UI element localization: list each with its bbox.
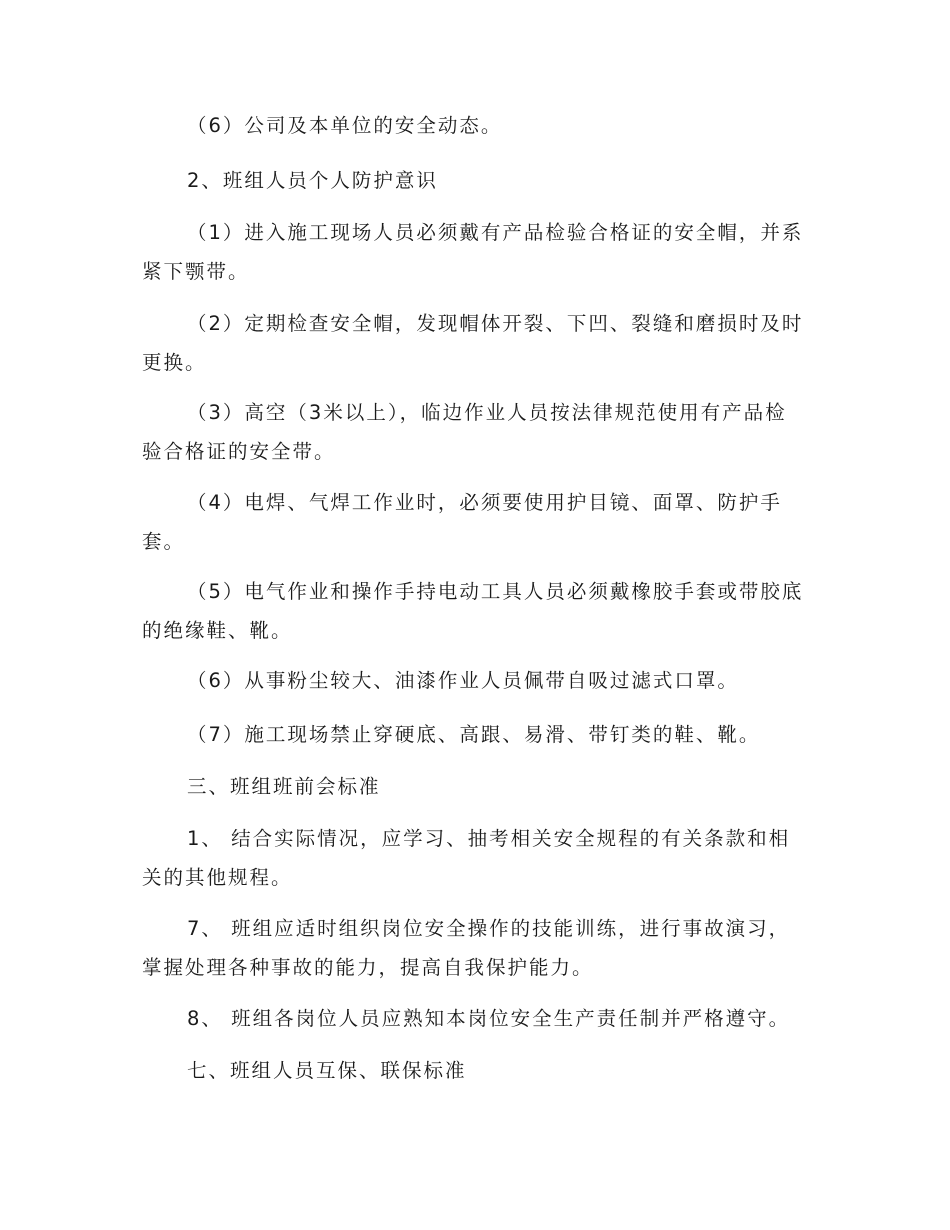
section-heading [142,1051,814,1090]
text-line: （7）施工现场禁止穿硬底、高跟、易滑、带钉类的鞋、靴。 [187,723,761,746]
paragraph [142,819,814,897]
paragraph [142,572,814,650]
paragraph [142,661,814,700]
paragraph [142,483,814,561]
paragraph [142,999,814,1038]
text-line: 掌握处理各种事故的能力，提高自我保护能力。 [142,956,594,979]
text-line: 七、班组人员互保、联保标准 [187,1059,467,1082]
text-line: 三、班组班前会标准 [187,775,381,798]
paragraph [142,161,814,200]
text-line: （3）高空（3米以上），临边作业人员按法律规范使用有产品检 [187,401,787,424]
text-line: （4）电焊、气焊工作业时，必须要使用护目镜、面罩、防护手 [187,491,782,514]
text-line: 紧下颚带。 [142,260,250,283]
text-line: （6）公司及本单位的安全动态。 [187,114,503,137]
paragraph [142,715,814,754]
text-line: （6）从事粉尘较大、油漆作业人员佩带自吸过滤式口罩。 [187,669,739,692]
paragraph [142,106,814,145]
text-line: （2）定期检查安全帽，发现帽体开裂、下凹、裂缝和磨损时及时 [187,312,804,335]
section-heading [142,767,814,806]
paragraph [142,213,814,291]
paragraph [142,393,814,471]
paragraph [142,909,814,987]
text-line: 8、 班组各岗位人员应熟知本岗位安全生产责任制并严格遵守。 [187,1007,791,1030]
text-line: 验合格证的安全带。 [142,440,336,463]
text-line: 2、班组人员个人防护意识 [187,169,438,192]
text-line: （5）电气作业和操作手持电动工具人员必须戴橡胶手套或带胶底 [187,580,804,603]
text-line: （1）进入施工现场人员必须戴有产品检验合格证的安全帽，并系 [187,221,804,244]
text-line: 的绝缘鞋、靴。 [142,619,293,642]
paragraph [142,304,814,382]
text-line: 1、 结合实际情况，应学习、抽考相关安全规程的有关条款和相 [187,827,791,850]
text-line: 7、 班组应适时组织岗位安全操作的技能训练，进行事故演习， [187,917,791,940]
text-line: 更换。 [142,351,207,374]
text-line: 套。 [142,530,186,553]
text-line: 关的其他规程。 [142,866,293,889]
